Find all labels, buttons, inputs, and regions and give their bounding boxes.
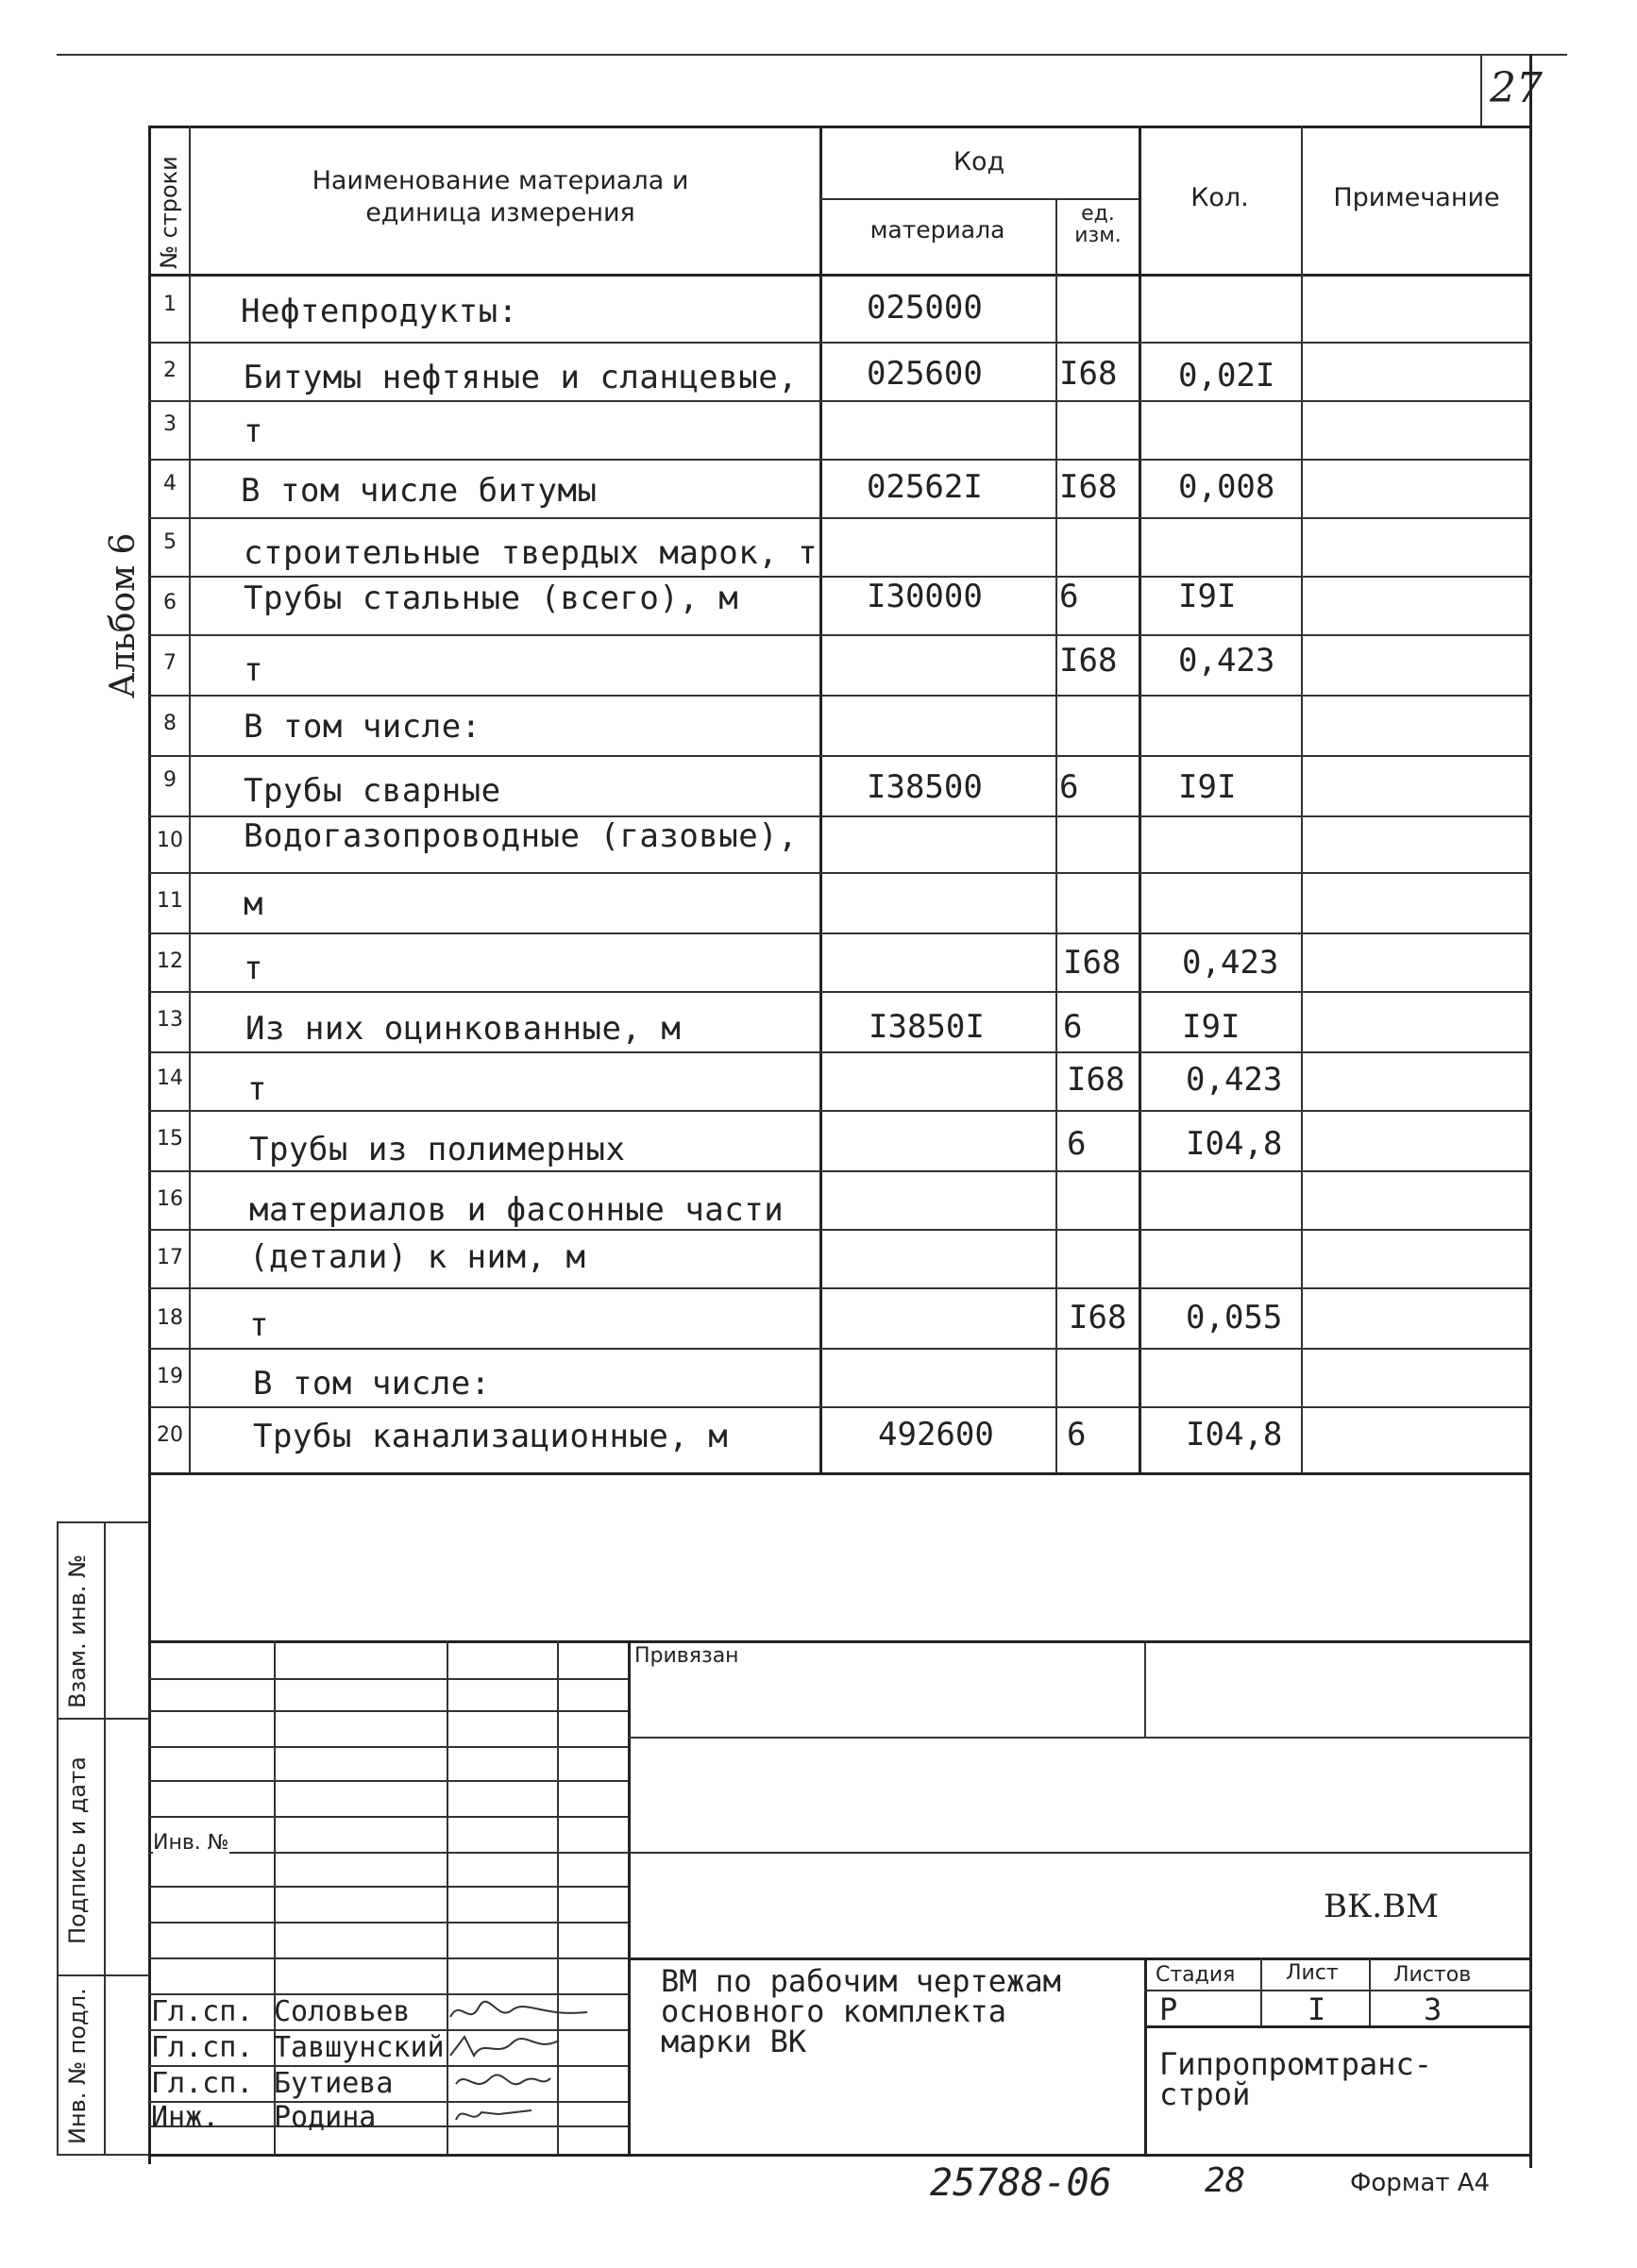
row-number: 17	[157, 1246, 183, 1269]
row-qty: 0,423	[1186, 1061, 1283, 1099]
signer-role: Гл.сп.	[151, 1995, 254, 2028]
row-line	[148, 634, 1532, 636]
stamp-row	[148, 1922, 628, 1924]
stamp-bottom	[148, 2154, 1532, 2157]
row-unit: 6	[1063, 1008, 1083, 1046]
sheets-value: 3	[1424, 1991, 1443, 2027]
signer-name: Родина	[274, 2101, 377, 2134]
header-code-group: Код	[953, 147, 1005, 176]
row-number: 20	[157, 1423, 183, 1447]
row-unit: 6	[1067, 1125, 1087, 1163]
stamp-row	[148, 2101, 628, 2103]
row-number: 14	[157, 1067, 183, 1090]
row-unit: I68	[1063, 944, 1122, 982]
row-line	[148, 1229, 1532, 1231]
row-unit: I68	[1069, 1299, 1127, 1336]
stage-row	[1144, 1990, 1532, 1991]
table-bottom-line	[148, 1472, 1532, 1475]
row-line	[148, 459, 1532, 461]
album-label: Альбом 6	[104, 532, 143, 698]
stamp-row	[148, 1780, 628, 1782]
row-name: Из них оцинкованные, м	[245, 1010, 682, 1048]
stamp-row	[148, 1678, 628, 1680]
row-line	[148, 755, 1532, 757]
stamp-row	[148, 1957, 628, 1959]
row-unit: I68	[1059, 642, 1118, 680]
stage-value: Р	[1159, 1991, 1178, 2027]
row-line	[148, 1287, 1532, 1289]
row-number: 18	[157, 1306, 183, 1330]
row-qty: I9I	[1178, 768, 1237, 806]
row-qty: I9I	[1182, 1008, 1240, 1046]
header-note: Примечание	[1333, 183, 1500, 212]
side-strip-top	[57, 1521, 149, 1523]
sheets-label: Листов	[1393, 1963, 1472, 1987]
side-strip-bottom	[57, 2154, 149, 2156]
top-rule	[57, 54, 1567, 56]
row-line	[148, 1170, 1532, 1172]
header-code-material: материала	[869, 216, 1005, 244]
frame-left-edge	[148, 126, 151, 2164]
row-number: 13	[157, 1008, 183, 1032]
stamp-row	[148, 1710, 628, 1712]
row-line	[148, 342, 1532, 344]
row-name: В том числе:	[244, 708, 481, 746]
row-name: Водогазопроводные (газовые),	[244, 817, 799, 855]
row-number: 4	[163, 472, 177, 496]
row-unit: 6	[1067, 1416, 1087, 1453]
stamp-top	[148, 1640, 1532, 1643]
signer-role: Гл.сп.	[151, 2031, 254, 2064]
row-qty: 0,423	[1178, 642, 1275, 680]
privyazan-label: Привязан	[634, 1644, 739, 1668]
row-unit: 6	[1059, 578, 1079, 615]
row-code: 02562I	[867, 468, 983, 506]
format-label: Формат А4	[1350, 2169, 1491, 2197]
row-line	[148, 932, 1532, 934]
col-qty-right	[1301, 126, 1303, 1475]
side-strip-divider	[104, 1521, 106, 2154]
stage-block-left	[1144, 1957, 1147, 2154]
row-name: Трубы канализационные, м	[253, 1418, 729, 1455]
row-number: 8	[163, 712, 177, 735]
doc-title-line1: ВМ по рабочим чертежам	[661, 1963, 1061, 1999]
header-code-unit: ед. изм.	[1074, 202, 1122, 248]
row-name: т	[244, 412, 263, 450]
signature-4	[451, 2099, 536, 2129]
row-name: В том числе:	[253, 1365, 491, 1403]
privyazan-divider	[1144, 1640, 1146, 1737]
signer-name: Бутиева	[274, 2067, 394, 2100]
row-name: материалов и фасонные части	[249, 1191, 785, 1229]
doc-title-line2: основного комплекта	[661, 1993, 1007, 2029]
row-line	[148, 1348, 1532, 1350]
row-number: 16	[157, 1187, 183, 1211]
signer-role: Гл.сп.	[151, 2067, 254, 2100]
footer-page: 28	[1205, 2161, 1246, 2200]
stamp-right-row	[628, 1852, 1532, 1854]
header-name: Наименование материала и единица измерения	[312, 166, 689, 227]
side-label-vzam-inv: Взам. инв. №	[64, 1554, 91, 1708]
row-code: I30000	[867, 578, 983, 615]
row-number: 9	[163, 768, 177, 792]
row-unit: I68	[1059, 355, 1118, 393]
stage-col	[1369, 1957, 1371, 2025]
row-name: т	[244, 949, 263, 987]
row-qty: 0,02I	[1178, 357, 1275, 395]
header-qty: Кол.	[1190, 183, 1249, 212]
org-line1: Гипропромтранс-	[1159, 2046, 1432, 2082]
row-number: 5	[163, 530, 177, 554]
signer-role: Инж.	[151, 2101, 220, 2134]
stamp-row	[148, 1816, 628, 1818]
row-number: 15	[157, 1127, 183, 1151]
row-code: 492600	[878, 1416, 994, 1453]
row-name: Трубы стальные (всего), м	[244, 580, 739, 617]
doc-title-line3: марки ВК	[661, 2024, 807, 2059]
row-number: 19	[157, 1365, 183, 1388]
stamp-col	[557, 1640, 559, 2154]
row-number: 3	[163, 412, 177, 436]
stage-label: Стадия	[1156, 1963, 1236, 1987]
row-number: 2	[163, 359, 177, 382]
footer-number: 25788-06	[930, 2161, 1112, 2205]
stamp-right-row	[628, 1737, 1532, 1739]
row-number: 6	[163, 591, 177, 614]
row-name: т	[244, 651, 263, 689]
sheet-corner-number: 27	[1490, 64, 1543, 112]
signature-2	[446, 2029, 568, 2063]
signer-name: Тавшунский	[274, 2031, 445, 2064]
stamp-row	[148, 1746, 628, 1748]
row-number: 7	[163, 651, 177, 675]
corner-box-left	[1480, 54, 1482, 127]
sheet-label: Лист	[1286, 1961, 1339, 1985]
row-line	[148, 400, 1532, 402]
row-qty: I9I	[1178, 578, 1237, 615]
row-code: I38500	[867, 768, 983, 806]
stamp-col	[447, 1640, 448, 2154]
col-unit-right	[1139, 126, 1141, 1475]
row-code: 025000	[867, 289, 983, 327]
signer-name: Соловьев	[274, 1995, 411, 2028]
row-line	[148, 991, 1532, 993]
row-name: строительные твердых марок, т	[244, 534, 818, 572]
row-code: 025600	[867, 355, 983, 393]
doc-code: ВК.ВМ	[1324, 1888, 1439, 1925]
row-name: Битумы нефтяные и сланцевые,	[244, 359, 799, 396]
row-unit: I68	[1067, 1061, 1125, 1099]
side-strip-sep	[57, 1718, 149, 1720]
stamp-row	[148, 2125, 628, 2127]
stage-row	[1144, 2025, 1532, 2028]
side-strip-left	[57, 1521, 59, 2154]
row-number: 12	[157, 949, 183, 973]
row-name: Нефтепродукты:	[241, 293, 518, 330]
row-name: м	[244, 885, 263, 923]
header-row-no: № строки	[156, 156, 182, 269]
row-line	[148, 1406, 1532, 1408]
row-code: I3850I	[869, 1008, 985, 1046]
row-name: В том числе битумы	[241, 472, 598, 510]
row-unit: I68	[1059, 468, 1118, 506]
sheet-value: I	[1308, 1991, 1326, 2027]
row-line	[148, 1051, 1532, 1053]
side-label-podpis-data: Подпись и дата	[64, 1756, 91, 1944]
signature-1	[446, 1993, 597, 2031]
row-line	[148, 872, 1532, 874]
code-subheader-line	[819, 198, 1139, 200]
row-line	[148, 695, 1532, 697]
row-line	[148, 1110, 1532, 1112]
stamp-row	[148, 1886, 628, 1888]
stage-col	[1260, 1957, 1262, 2025]
col-rowno-right	[189, 126, 191, 1475]
col-code-right	[1055, 198, 1057, 1475]
row-line	[148, 576, 1532, 578]
side-strip-sep	[57, 1974, 149, 1976]
row-name: т	[249, 1306, 269, 1344]
row-number: 11	[157, 889, 183, 913]
row-qty: I04,8	[1186, 1416, 1283, 1453]
col-name-right	[819, 126, 822, 1475]
row-line	[148, 517, 1532, 519]
inv-no-label: Инв. №	[153, 1831, 229, 1855]
stamp-col-main	[628, 1640, 631, 2154]
row-number: 1	[163, 293, 177, 316]
row-unit: 6	[1059, 768, 1079, 806]
stamp-right-row	[628, 1957, 1532, 1960]
frame-top-edge	[149, 126, 1532, 128]
row-name: (детали) к ним, м	[249, 1238, 586, 1276]
row-qty: I04,8	[1186, 1125, 1283, 1163]
row-name: Трубы из полимерных	[249, 1131, 626, 1168]
row-number: 10	[157, 829, 183, 852]
signature-3	[451, 2065, 555, 2099]
row-name: т	[247, 1070, 267, 1108]
row-qty: 0,423	[1182, 944, 1279, 982]
row-qty: 0,008	[1178, 468, 1275, 506]
org-line2: строй	[1159, 2076, 1251, 2112]
row-qty: 0,055	[1186, 1299, 1283, 1336]
row-name: Трубы сварные	[244, 772, 501, 810]
side-label-inv-podl: Инв. № подл.	[64, 1988, 91, 2144]
header-bottom-line	[148, 274, 1532, 277]
